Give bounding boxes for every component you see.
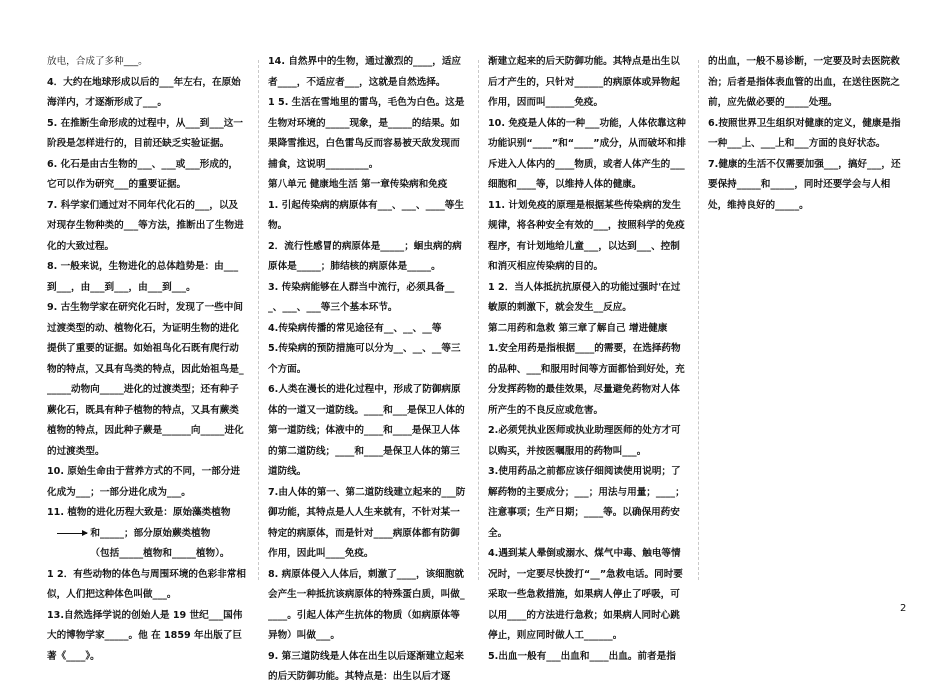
- text-line: 6.按照世界卫生组织对健康的定义，健康是指一种___上、___上和___方面的良好状态。: [708, 117, 901, 149]
- text-line: 渐建立起来的后天防御功能。其特点是出生以后才产生的，只针对______的病原体或异物起作用，因而叫______免疫。: [488, 56, 680, 108]
- text-line: 5.传染病的预防措施可以分为__、__、__等三个方面。: [268, 343, 461, 375]
- text-line: 和_____；部分原始蕨类植物: [47, 527, 211, 539]
- arrow-icon: [57, 533, 87, 534]
- column-3: [488, 52, 686, 667]
- text-line: 的出血，一般不易诊断，一定要及时去医院救治；后者是指体表血管的出血，在送往医院之前，应先做必要的_____处理。: [708, 56, 900, 108]
- text-line: 6. 化石是由古生物的___、___或___形成的，它可以作为研究___的重要证据。: [47, 158, 239, 190]
- text-line: 11. 植物的进化历程大致是：原始藻类植物: [47, 507, 231, 518]
- text-line: 1 2．有些动物的体色与周围环境的色彩非常相似，人们把这种体色叫做___。: [47, 568, 246, 600]
- text-line: 放电，合成了多种___。: [47, 56, 148, 67]
- text-line: 9. 古生物学家在研究化石时，发现了一些中间过渡类型的动、植物化石，为证明生物的进化提供了重要的证据。如始祖鸟化石既有爬行动物的特点，又具有鸟类的特点，因此始祖鸟是______动物向_____进化的过渡类型；还有种子蕨化石，既具有种子植物的特点，又具有蕨类植物的特点，因此种子蕨是______向_____进化的过渡类型。: [47, 302, 244, 457]
- text-line: 7.健康的生活不仅需要加强___，搞好___，还要保持_____和_____，同时还要学会与人相处，维持良好的_____。: [708, 158, 901, 211]
- text-line: 4.传染病传播的常见途径有__、__、__等: [268, 322, 442, 334]
- text-line: 9. 第三道防线是人体在出生以后逐渐建立起来的后天防御功能。其特点是：出生以后才逐: [268, 650, 464, 682]
- column-1: [47, 52, 247, 667]
- text-line: 11. 计划免疫的原理是根据某些传染病的发生规律，将各种安全有效的___，按照科学的免疫程序，有计划地给儿童___，以达到___、控制和消灭相应传染病的目的。: [488, 199, 685, 272]
- text-line: 2．流行性感冒的病原体是_____；蛔虫病的病原体是_____；肺结核的病原体是_____。: [268, 240, 462, 272]
- text-line: 10. 原始生命由于营养方式的不同，一部分进化成为___；一部分进化成为___。: [47, 466, 241, 498]
- text-line: 8. 病原体侵入人体后，刺激了____，该细胞就会产生一种抵抗该病原体的特殊蛋白质，叫做_____。引起人体产生抗体的物质（如病原体等异物）叫做___。: [268, 568, 465, 641]
- page-number: 2: [900, 603, 907, 614]
- text-line: 第八单元 健康地生活 第一章传染病和免疫: [268, 179, 448, 190]
- text-line: 13.自然选择学说的创始人是 19 世纪___国伟大的博物学家_____。他 在 1859 年出版了巨著《____》。: [47, 609, 243, 662]
- text-line: 10. 免疫是人体的一种___功能，人体依靠这种功能识别“____”和“____”成分，从而破坏和排斥进入人体内的____物质，或者人体产生的___细胞和____等，以维持人体的健康。: [488, 117, 686, 190]
- column-2: [268, 52, 468, 688]
- column-divider: [258, 60, 259, 580]
- text-line: 5. 在推断生命形成的过程中，从___到___这一阶段是怎样进行的，目前还缺乏实验证据。: [47, 117, 243, 149]
- text-line: 3. 传染病能够在人群当中流行，必须具备___、___、___等三个基本环节。: [268, 281, 455, 313]
- column-divider: [478, 60, 479, 580]
- text-line: 2.必须凭执业医师或执业助理医师的处方才可以购买，并按医嘱服用的药物叫___。: [488, 425, 681, 457]
- column-4: [708, 52, 908, 216]
- text-line: 7. 科学家们通过对不同年代化石的___，以及对现存生物种类的___等方法，推断出了生物进化的大致过程。: [47, 199, 244, 252]
- text-line: 1 2．当人体抵抗抗原侵入的功能过强时'在过敏原的刺激下，就会发生__反应。: [488, 281, 681, 313]
- column-divider: [698, 60, 699, 580]
- text-line: 14. 自然界中的生物，通过激烈的____，适应者____，不适应者___，这就是自然选择。: [268, 56, 462, 88]
- text-line: 4.遇到某人晕倒或溺水、煤气中毒、触电等情况时，一定要尽快拨打“__”急救电话。同时要采取一些急救措施，如果病人停止了呼吸，可以用____的方法进行急救；如果病人同时心跳停止，则应同时做人工______。: [488, 548, 683, 641]
- text-line: 8. 一般来说，生物进化的总体趋势是：由___到___，由___到___，由___到___。: [47, 261, 239, 293]
- text-line: 1.安全用药是指根据____的需要，在选择药物的品种、___和服用时间等方面都恰到好处，充分发挥药物的最佳效果，尽量避免药物对人体所产生的不良反应或危害。: [488, 343, 685, 416]
- text-line: 5.出血一般有___出血和____出血。前者是指: [488, 650, 676, 662]
- text-line: 1 5. 生活在雪地里的雷鸟，毛色为白色。这是生物对环境的_____现象，是_____的结果。如果降雪推迟，白色雷鸟反而容易被天敌发现而捕食，这说明_________。: [268, 97, 465, 170]
- text-line: 1. 引起传染病的病原体有___、___、____等生物。: [268, 199, 464, 231]
- text-line: 3.使用药品之前都应该仔细阅读使用说明；了解药物的主要成分；___；用法与用量；____；注意事项；生产日期；____等。以确保用药安全。: [488, 466, 685, 539]
- text-line: 4．大约在地球形成以后的___年左右，在原始海洋内，才逐渐形成了___。: [47, 76, 241, 108]
- text-line: 6.人类在漫长的进化过程中，形成了防御病原体的一道又一道防线。____和___是保卫人体的第一道防线；体液中的____和____是保卫人体的第二道防线；____和____是保卫人体的第三道防线。: [268, 384, 465, 477]
- text-line: 第二用药和急救 第三章了解自己 增进健康: [488, 322, 668, 334]
- text-line: （包括_____植物和_____植物）。: [47, 548, 230, 559]
- text-line: 7.由人体的第一、第二道防线建立起来的___防御功能，其特点是人人生来就有，不针对某一特定的病原体，而是针对____病原体都有防御作用，因此叫____免疫。: [268, 486, 466, 559]
